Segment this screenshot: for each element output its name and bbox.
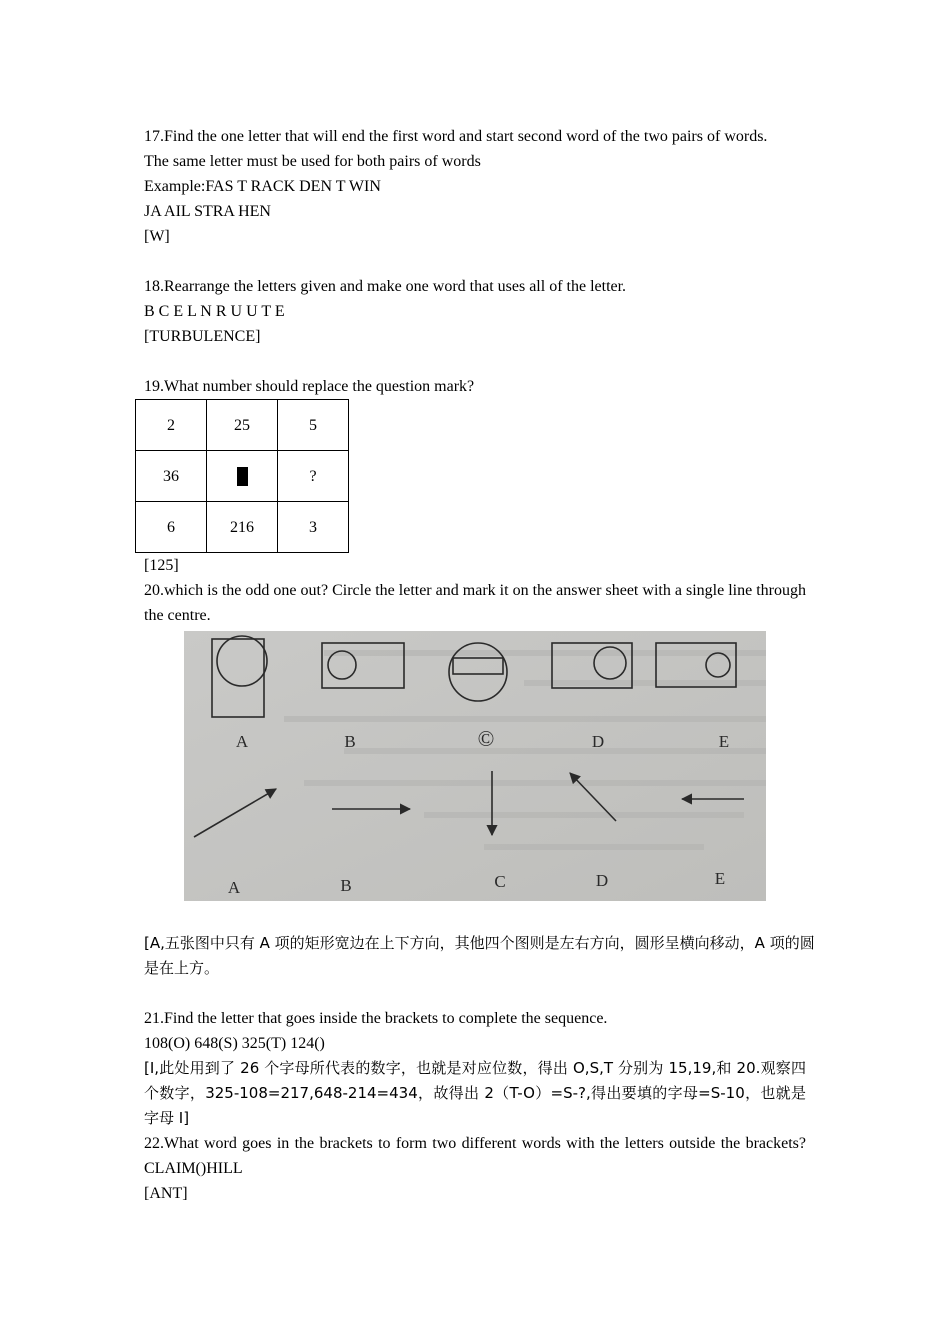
q17-example: Example:FAS T RACK DEN T WIN [144, 178, 381, 195]
spacer [144, 349, 806, 374]
q17-question-line2: The same letter must be used for both pairs of words [144, 153, 481, 170]
grid-cell: 36 [136, 451, 207, 502]
q18-question: 18.Rearrange the letters given and make one word that uses all of the letter. [144, 278, 627, 295]
grid-cell-blank [207, 451, 278, 502]
figure-label: E [718, 732, 730, 751]
q21-question: 21.Find the letter that goes inside the brackets to complete the sequence. [144, 1010, 608, 1027]
figure-label: D [591, 732, 605, 751]
figure-label: B [340, 876, 352, 895]
q22-answer: [ANT] [144, 1185, 188, 1202]
q19-answer: [125] [144, 557, 179, 574]
grid-cell: 216 [207, 502, 278, 553]
spacer [144, 981, 806, 1006]
figure-label: A [227, 878, 241, 897]
grid-cell: ? [278, 451, 349, 502]
q21-sequence: 108(O) 648(S) 325(T) 124() [144, 1035, 325, 1052]
document-page [144, 124, 815, 1206]
q20-figure-photo [184, 631, 766, 901]
figure-label: B [344, 732, 356, 751]
q20-answer: [A,五张图中只有 A 项的矩形宽边在上下方向，其他四个图则是左右方向，圆形呈横向移动，A 项的圆是在上方。 [144, 934, 815, 977]
q19-number-grid [135, 399, 349, 553]
grid-cell: 5 [278, 400, 349, 451]
figure-label: E [714, 869, 726, 888]
q22-question: 22.What word goes in the brackets to form two different words with the letters outside the brackets? CLAIM()HILL [144, 1135, 806, 1177]
figure-label: C [494, 872, 506, 891]
grid-cell: 2 [136, 400, 207, 451]
q21-answer: [I,此处用到了 26 个字母所代表的数字，也就是对应位数，得出 O,S,T 分别为 15,19,和 20.观察四个数字，325-108=217,648-214=434，故得出 2（T-O）=S-?,得出要填的字母=S-10，也就是字母 I] [144, 1059, 806, 1127]
q18-letters: B C E L N R U U T E [144, 303, 285, 320]
q17-puzzle: JA AIL STRA HEN [144, 203, 271, 220]
grid-cell: 6 [136, 502, 207, 553]
figure-label: A [235, 732, 249, 751]
q19-question: 19.What number should replace the question mark? [144, 378, 475, 395]
grid-cell: 3 [278, 502, 349, 553]
figure-label: © [477, 726, 495, 751]
grid-cell: 25 [207, 400, 278, 451]
q17-question-line1: 17.Find the one letter that will end the first word and start second word of the two pairs of words. [144, 128, 768, 145]
black-block-icon [237, 467, 248, 486]
q17-answer: [W] [144, 228, 170, 245]
figure-label: D [595, 871, 609, 890]
q18-answer: [TURBULENCE] [144, 328, 261, 345]
spacer [144, 249, 806, 274]
q20-question: 20.which is the odd one out? Circle the letter and mark it on the answer sheet with a single line through the centre. [144, 582, 806, 624]
photo-background [184, 631, 766, 901]
